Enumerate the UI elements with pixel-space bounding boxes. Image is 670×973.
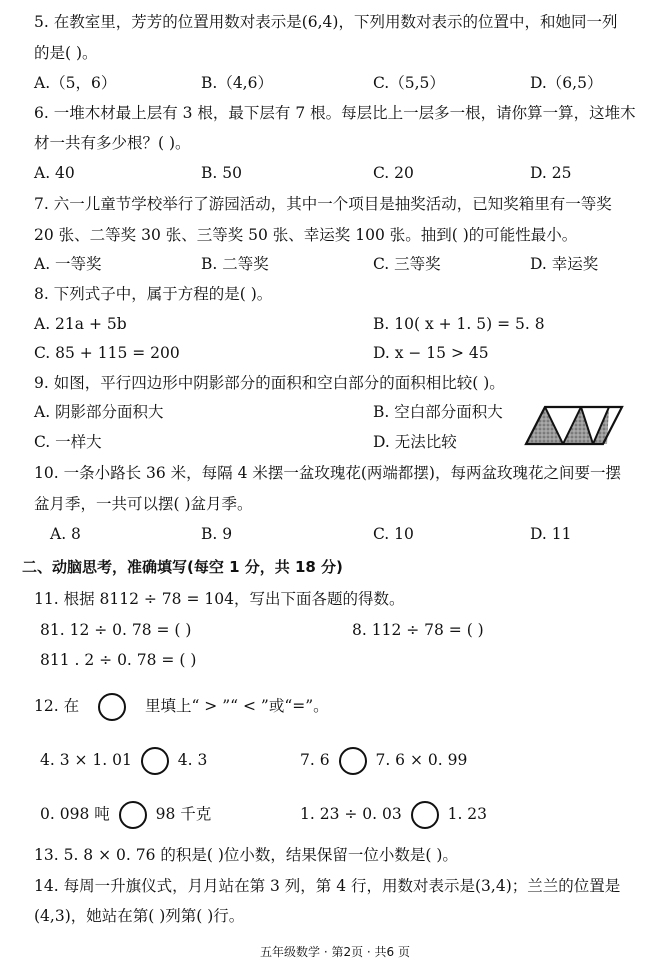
- q12-item-3-right: 98 千克: [155, 805, 212, 823]
- q12-item-3: [40, 801, 211, 829]
- q10-option-b: B. 9: [201, 525, 233, 543]
- answer-circle[interactable]: [98, 693, 126, 721]
- q8-option-b: B. 10( x + 1. 5) = 5. 8: [373, 315, 545, 333]
- q6-option-a: A. 40: [34, 164, 75, 182]
- q6-option-d: D. 25: [530, 164, 572, 182]
- q8-option-a: A. 21a + 5b: [34, 315, 127, 333]
- parallelogram-figure: [523, 404, 625, 446]
- answer-circle[interactable]: [411, 801, 439, 829]
- q12-item-1-right: 4. 3: [177, 751, 208, 769]
- q10-option-a: A. 8: [50, 525, 81, 543]
- q13-line1: 13. 5. 8 × 0. 76 的积是( )位小数，结果保留一位小数是( )。: [34, 846, 458, 864]
- q10-option-d: D. 11: [530, 525, 572, 543]
- q12-item-2-left: 7. 6: [300, 751, 330, 769]
- q5-line1: 5. 在教室里，芳芳的位置用数对表示是(6,4)，下列用数对表示的位置中，和她同一列: [34, 13, 618, 31]
- q10-line1: 10. 一条小路长 36 米，每隔 4 米摆一盆玫瑰花(两端都摆)，每两盆玫瑰花之间要一摆: [34, 464, 621, 482]
- q10-line2: 盆月季，一共可以摆( )盆月季。: [34, 495, 253, 513]
- q7-option-c: C. 三等奖: [373, 255, 441, 273]
- q9-option-a: A. 阴影部分面积大: [34, 403, 164, 421]
- q7-option-a: A. 一等奖: [34, 255, 102, 273]
- q12-item-2: [300, 747, 467, 775]
- q5-option-c: C.（5,5）: [373, 74, 445, 92]
- q11-item-1: 81. 12 ÷ 0. 78 = ( ): [40, 621, 192, 639]
- q11-item-2: 8. 112 ÷ 78 = ( ): [352, 621, 484, 639]
- q5-option-a: A.（5，6）: [34, 74, 117, 92]
- q9-line1: 9. 如图，平行四边形中阴影部分的面积和空白部分的面积相比较( )。: [34, 374, 505, 392]
- q14-line2: (4,3)，她站在第( )列第( )行。: [34, 907, 245, 925]
- q9-option-b: B. 空白部分面积大: [373, 403, 503, 421]
- q8-option-c: C. 85 + 115 = 200: [34, 344, 180, 362]
- q5-option-d: D.（6,5）: [530, 74, 603, 92]
- q11-line1: 11. 根据 8112 ÷ 78 = 104，写出下面各题的得数。: [34, 590, 405, 608]
- q6-line2: 材一共有多少根？( )。: [34, 134, 191, 152]
- q14-line1: 14. 每周一升旗仪式，月月站在第 3 列，第 4 行，用数对表示是(3,4)；兰兰的位置是: [34, 877, 621, 895]
- q10-option-c: C. 10: [373, 525, 414, 543]
- q9-option-c: C. 一样大: [34, 433, 102, 451]
- q6-option-c: C. 20: [373, 164, 414, 182]
- q12-suffix: 里填上“ > ”“ < ”或“=”。: [144, 697, 329, 715]
- q7-option-b: B. 二等奖: [201, 255, 269, 273]
- q5-line2: 的是( )。: [34, 44, 98, 62]
- q12-item-1: [40, 747, 207, 775]
- answer-circle[interactable]: [339, 747, 367, 775]
- q7-line1: 7. 六一儿童节学校举行了游园活动，其中一个项目是抽奖活动，已知奖箱里有一等奖: [34, 195, 612, 213]
- q12-item-4-left: 1. 23 ÷ 0. 03: [300, 805, 402, 823]
- answer-circle[interactable]: [141, 747, 169, 775]
- shaded-triangle-1: [526, 407, 563, 444]
- q12-item-3-left: 0. 098 吨: [40, 805, 110, 823]
- q12-line1: [34, 693, 329, 721]
- q7-option-d: D. 幸运奖: [530, 255, 599, 273]
- q12-item-2-right: 7. 6 × 0. 99: [375, 751, 468, 769]
- answer-circle[interactable]: [119, 801, 147, 829]
- q5-option-b: B.（4,6）: [201, 74, 273, 92]
- q6-line1: 6. 一堆木材最上层有 3 根，最下层有 7 根。每层比上一层多一根，请你算一算，这堆木: [34, 104, 636, 122]
- q12-prefix: 12. 在: [34, 697, 80, 715]
- q6-option-b: B. 50: [201, 164, 242, 182]
- q12-item-1-left: 4. 3 × 1. 01: [40, 751, 132, 769]
- q8-option-d: D. x − 15 > 45: [373, 344, 489, 362]
- q11-item-3: 811 . 2 ÷ 0. 78 = ( ): [40, 651, 197, 669]
- q8-line1: 8. 下列式子中，属于方程的是( )。: [34, 285, 273, 303]
- q12-item-4: [300, 801, 487, 829]
- q7-line2: 20 张、二等奖 30 张、三等奖 50 张、幸运奖 100 张。抽到( )的可能性最小。: [34, 226, 578, 244]
- q9-option-d: D. 无法比较: [373, 433, 457, 451]
- page-footer: 五年级数学 · 第2页 · 共6 页: [260, 945, 410, 959]
- q12-item-4-right: 1. 23: [447, 805, 488, 823]
- section-2-heading: 二、动脑思考，准确填写(每空 1 分，共 18 分): [22, 558, 343, 576]
